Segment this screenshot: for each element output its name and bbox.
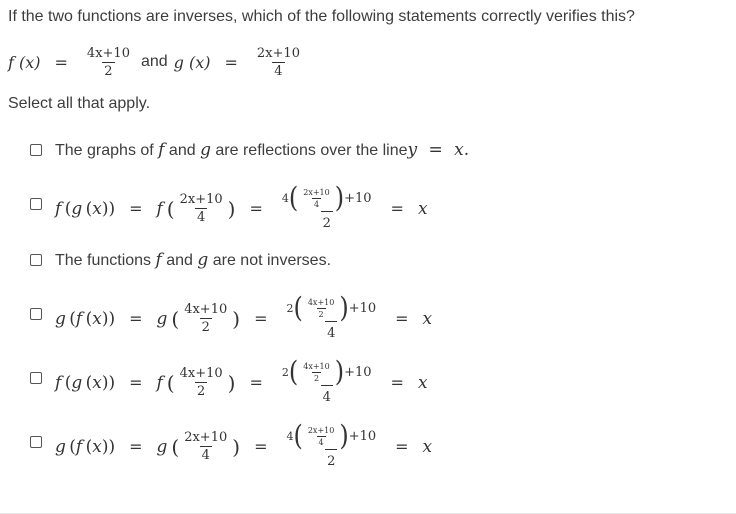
composition-fraction: 4 ( $\frac{2x+10}{4}$ ) +10 2 [281, 181, 372, 231]
question-text: If the two functions are inverses, which of the following statements correctly verifies this? [8, 8, 635, 25]
f-definition-fraction: $\frac{4x+10}{2}$ [86, 45, 130, 79]
and-word: and [140, 53, 168, 70]
function-definitions [8, 44, 305, 80]
answer-option-5[interactable]: f ( g ( x )) = f ( $\frac{4x+10}{2}$ ) = 2 ( $\frac{4x+10}{2}$ ) +10 4 = x [30, 360, 428, 405]
option-checkbox[interactable] [30, 144, 42, 156]
composition-fraction: 2 ( $\frac{4x+10}{2}$ ) +10 4 [281, 355, 372, 405]
composition-fraction: 2 ( $\frac{4x+10}{2}$ ) +10 4 [286, 291, 377, 341]
g-definition-fraction: $\frac{2x+10}{4}$ [256, 45, 300, 79]
instruction-text: Select all that apply. [8, 95, 151, 112]
option-checkbox[interactable] [30, 198, 42, 210]
option-checkbox[interactable] [30, 436, 42, 448]
g-definition-lhs: g (x) [173, 52, 211, 72]
argument-fraction: $\frac{2x+10}{4}$ [179, 192, 223, 225]
answer-option-3[interactable]: The functions f and g are not inverses. [30, 250, 331, 270]
answer-option-1[interactable]: The graphs of f and g are reflections over the liney = x. [30, 140, 469, 160]
option-checkbox[interactable] [30, 308, 42, 320]
argument-fraction: $\frac{2x+10}{4}$ [184, 430, 228, 463]
option-checkbox[interactable] [30, 254, 42, 266]
option-checkbox[interactable] [30, 372, 42, 384]
argument-fraction: $\frac{4x+10}{2}$ [179, 366, 223, 399]
answer-option-2[interactable]: f ( g ( x )) = f ( $\frac{2x+10}{4}$ ) = 4 ( $\frac{2x+10}{4}$ ) +10 2 = x [30, 186, 428, 231]
answer-option-4[interactable]: g ( f ( x )) = g ( $\frac{4x+10}{2}$ ) = 2 ( $\frac{4x+10}{2}$ ) +10 4 = x [30, 296, 432, 341]
f-definition-lhs: f (x) [8, 52, 41, 72]
composition-fraction: 4 ( $\frac{2x+10}{4}$ ) +10 2 [286, 419, 377, 469]
argument-fraction: $\frac{4x+10}{2}$ [184, 302, 228, 335]
equals-sign: = [54, 52, 68, 72]
answer-option-6[interactable]: g ( f ( x )) = g ( $\frac{2x+10}{4}$ ) = 4 ( $\frac{2x+10}{4}$ ) +10 2 = x [30, 424, 432, 469]
equals-sign: = [224, 52, 238, 72]
